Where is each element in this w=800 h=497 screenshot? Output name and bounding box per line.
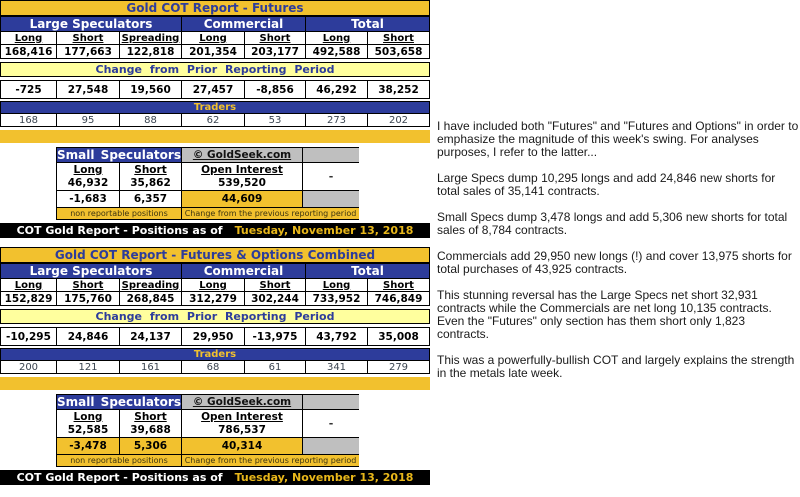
table-title: Gold COT Report - Futures & Options Combined bbox=[1, 248, 429, 262]
small-specs-short-change: 5,306 bbox=[120, 438, 181, 454]
column-header: Long bbox=[182, 32, 244, 44]
goldseek-link[interactable]: © GoldSeek.com bbox=[182, 148, 302, 162]
position-cell: 746,849 bbox=[368, 292, 429, 305]
combined-traders-block bbox=[0, 348, 430, 374]
change-cell: 29,950 bbox=[182, 328, 244, 345]
column-header: Long bbox=[306, 279, 367, 291]
footer-label: COT Gold Report - Positions as of bbox=[16, 471, 223, 484]
commentary-paragraph: Commercials add 29,950 new longs (!) and cover 13,975 shorts for total purchases of 43,925 contracts. bbox=[437, 249, 792, 276]
futures-change-label-block bbox=[0, 62, 430, 77]
small-specs-long-header: Long bbox=[73, 410, 103, 423]
footer-date: Tuesday, November 13, 2018 bbox=[234, 224, 414, 237]
combined-change-label-block bbox=[0, 309, 430, 324]
change-period-label: Change from Prior Reporting Period bbox=[1, 310, 429, 323]
small-specs-long-column bbox=[57, 410, 119, 437]
change-cell: -725 bbox=[1, 81, 56, 98]
commentary-paragraph: This was a powerfully-bullish COT and largely explains the strength in the metals late week. bbox=[437, 353, 795, 380]
analyst-commentary bbox=[437, 120, 799, 393]
column-header: Short bbox=[57, 32, 119, 44]
traders-cell: 62 bbox=[182, 114, 244, 126]
traders-label: Traders bbox=[1, 102, 429, 113]
change-cell: 24,137 bbox=[120, 328, 181, 345]
futures-main-grid bbox=[0, 16, 430, 59]
combined-small-speculators-table bbox=[56, 394, 359, 467]
small-specs-long-change: -1,683 bbox=[57, 191, 119, 207]
non-reportable-note: non reportable positions bbox=[57, 455, 181, 466]
commentary-paragraph: This stunning reversal has the Large Specs net short 32,931 contracts while the Commercials are net long 10,135 contracts. Even the "Futures" only section has them short only 1,823 contracts. bbox=[437, 288, 772, 341]
column-header: Spreading bbox=[121, 32, 180, 44]
column-header: Short bbox=[368, 32, 429, 44]
empty-gray-cell bbox=[303, 438, 359, 454]
combined-main-grid bbox=[0, 263, 430, 306]
gold-divider-bar bbox=[0, 130, 430, 143]
column-header: Long bbox=[1, 32, 56, 44]
column-header: Spreading bbox=[121, 279, 180, 291]
column-header: Long bbox=[182, 279, 244, 291]
goldseek-link[interactable]: © GoldSeek.com bbox=[182, 395, 302, 409]
small-specs-long-value: 46,932 bbox=[67, 176, 109, 189]
change-cell: 27,457 bbox=[182, 81, 244, 98]
futures-small-speculators-table bbox=[56, 147, 359, 220]
change-cell: -13,975 bbox=[245, 328, 305, 345]
position-cell: 175,760 bbox=[57, 292, 119, 305]
commentary-paragraph: I have included both "Futures" and "Futures and Options" in order to emphasize the magnitude of this week's swing. For analyses purposes, I refer to the latter... bbox=[437, 119, 799, 159]
traders-cell: 121 bbox=[57, 361, 119, 373]
small-specs-short-value: 39,688 bbox=[130, 423, 171, 436]
position-cell: 177,663 bbox=[57, 45, 119, 58]
group-header-total: Total bbox=[306, 264, 429, 278]
traders-cell: 273 bbox=[306, 114, 367, 126]
position-cell: 152,829 bbox=[1, 292, 56, 305]
change-cell: 46,292 bbox=[306, 81, 367, 98]
dash-cell: - bbox=[303, 163, 359, 190]
table-title: Gold COT Report - Futures bbox=[1, 1, 429, 15]
small-specs-short-value: 35,862 bbox=[130, 176, 171, 189]
empty-gray-cell bbox=[303, 191, 359, 207]
position-cell: 733,952 bbox=[306, 292, 367, 305]
open-interest-change: 44,609 bbox=[182, 191, 302, 207]
change-cell: 27,548 bbox=[57, 81, 119, 98]
combined-report-table bbox=[0, 247, 431, 485]
small-speculators-header: Small Speculators bbox=[57, 395, 181, 409]
combined-title-block bbox=[0, 247, 430, 263]
commentary-paragraph: Large Specs dump 10,295 longs and add 24,846 new shorts for total sales of 35,141 contracts. bbox=[437, 171, 776, 198]
position-cell: 168,416 bbox=[1, 45, 56, 58]
traders-cell: 68 bbox=[182, 361, 244, 373]
change-cell: 35,008 bbox=[368, 328, 429, 345]
position-cell: 302,244 bbox=[245, 292, 305, 305]
traders-cell: 88 bbox=[120, 114, 181, 126]
position-cell: 122,818 bbox=[120, 45, 181, 58]
open-interest-column bbox=[182, 410, 302, 437]
position-cell: 312,279 bbox=[182, 292, 244, 305]
open-interest-value: 786,537 bbox=[218, 423, 266, 436]
traders-cell: 279 bbox=[368, 361, 429, 373]
column-header: Short bbox=[368, 279, 429, 291]
traders-cell: 168 bbox=[1, 114, 56, 126]
traders-cell: 202 bbox=[368, 114, 429, 126]
gold-divider-bar bbox=[0, 377, 430, 390]
small-speculators-header: Small Speculators bbox=[57, 148, 181, 162]
change-period-note: Change from the previous reporting period bbox=[182, 455, 359, 466]
footer-date: Tuesday, November 13, 2018 bbox=[234, 471, 414, 484]
open-interest-change: 40,314 bbox=[182, 438, 302, 454]
report-footer-bar bbox=[0, 223, 430, 238]
futures-change-row bbox=[0, 80, 430, 99]
group-header-commercial: Commercial bbox=[182, 264, 305, 278]
column-header: Short bbox=[245, 279, 305, 291]
position-cell: 503,658 bbox=[368, 45, 429, 58]
open-interest-header: Open Interest bbox=[201, 410, 283, 423]
footer-label: COT Gold Report - Positions as of bbox=[16, 224, 223, 237]
group-header-large-speculators: Large Speculators bbox=[1, 264, 181, 278]
position-cell: 268,845 bbox=[120, 292, 181, 305]
change-cell: -8,856 bbox=[245, 81, 305, 98]
commentary-paragraph: Small Specs dump 3,478 longs and add 5,306 new shorts for total sales of 8,784 contracts. bbox=[437, 210, 788, 237]
position-cell: 201,354 bbox=[182, 45, 244, 58]
futures-title-block bbox=[0, 0, 430, 16]
empty-gray-cell bbox=[303, 395, 359, 409]
futures-traders-block bbox=[0, 101, 430, 127]
futures-report-table bbox=[0, 0, 431, 238]
group-header-total: Total bbox=[306, 17, 429, 31]
non-reportable-note: non reportable positions bbox=[57, 208, 181, 219]
group-header-commercial: Commercial bbox=[182, 17, 305, 31]
position-cell: 203,177 bbox=[245, 45, 305, 58]
small-specs-long-column bbox=[57, 163, 119, 190]
small-specs-long-change: -3,478 bbox=[57, 438, 119, 454]
group-header-large-speculators: Large Speculators bbox=[1, 17, 181, 31]
combined-change-row bbox=[0, 327, 430, 346]
change-cell: 19,560 bbox=[120, 81, 181, 98]
open-interest-value: 539,520 bbox=[218, 176, 266, 189]
column-header: Long bbox=[1, 279, 56, 291]
traders-cell: 95 bbox=[57, 114, 119, 126]
small-specs-long-value: 52,585 bbox=[67, 423, 109, 436]
open-interest-header: Open Interest bbox=[201, 163, 283, 176]
change-period-note: Change from the previous reporting period bbox=[182, 208, 359, 219]
report-footer-bar bbox=[0, 470, 430, 485]
traders-cell: 341 bbox=[306, 361, 367, 373]
change-cell: 38,252 bbox=[368, 81, 429, 98]
change-period-label: Change from Prior Reporting Period bbox=[1, 63, 429, 76]
traders-cell: 200 bbox=[1, 361, 56, 373]
small-specs-short-column bbox=[120, 410, 181, 437]
change-cell: 24,846 bbox=[57, 328, 119, 345]
column-header: Short bbox=[57, 279, 119, 291]
change-cell: 43,792 bbox=[306, 328, 367, 345]
column-header: Long bbox=[306, 32, 367, 44]
small-specs-short-header: Short bbox=[134, 163, 167, 176]
position-cell: 492,588 bbox=[306, 45, 367, 58]
small-specs-short-header: Short bbox=[134, 410, 167, 423]
traders-cell: 161 bbox=[120, 361, 181, 373]
small-specs-short-column bbox=[120, 163, 181, 190]
traders-cell: 53 bbox=[245, 114, 305, 126]
dash-cell: - bbox=[303, 410, 359, 437]
column-header: Short bbox=[245, 32, 305, 44]
change-cell: -10,295 bbox=[1, 328, 56, 345]
small-specs-short-change: 6,357 bbox=[120, 191, 181, 207]
traders-label: Traders bbox=[1, 349, 429, 360]
traders-cell: 61 bbox=[245, 361, 305, 373]
open-interest-column bbox=[182, 163, 302, 190]
small-specs-long-header: Long bbox=[73, 163, 103, 176]
empty-gray-cell bbox=[303, 148, 359, 162]
